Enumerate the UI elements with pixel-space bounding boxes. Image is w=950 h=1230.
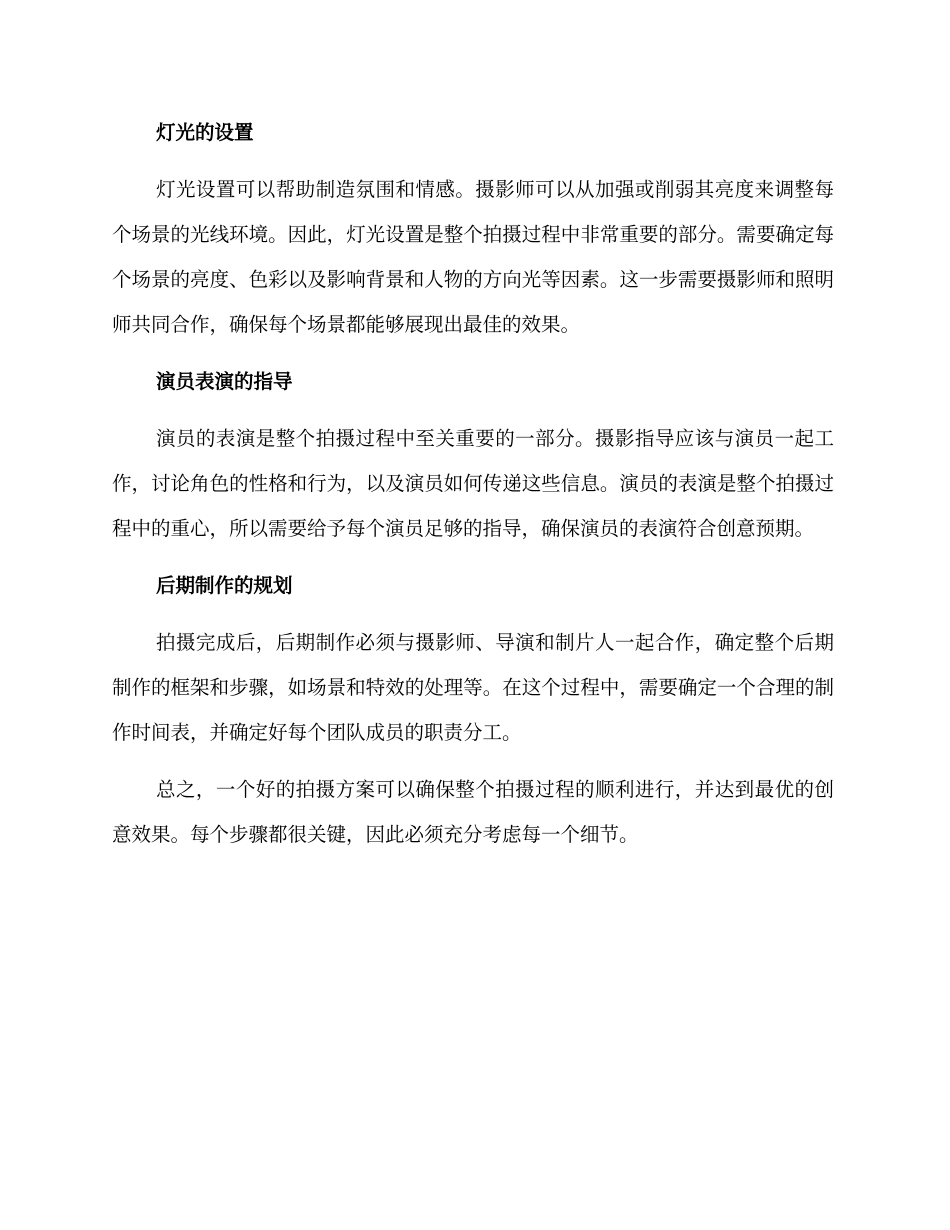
section-heading-acting: 演员表演的指导 — [156, 370, 293, 393]
section-heading-lighting: 灯光的设置 — [156, 121, 254, 144]
conclusion-paragraph: 总之，一个好的拍摄方案可以确保整个拍摄过程的顺利进行，并达到最优的创意效果。每个步骤都很关键，因此必须充分考虑每一个细节。 — [112, 778, 834, 846]
section-paragraph-acting: 演员的表演是整个拍摄过程中至关重要的一部分。摄影指导应该与演员一起工作，讨论角色的性格和行为，以及演员如何传递这些信息。演员的表演是整个拍摄过程中的重心，所以需要给予每个演员足够的指导，确保演员的表演符合创意预期。 — [112, 427, 834, 540]
spacer — [112, 755, 834, 767]
document-page — [112, 110, 834, 857]
section-paragraph-postproduction: 拍摄完成后，后期制作必须与摄影师、导演和制片人一起合作，确定整个后期制作的框架和步骤，如场景和特效的处理等。在这个过程中，需要确定一个合理的制作时间表，并确定好每个团队成员的职责分工。 — [112, 631, 834, 744]
spacer — [112, 551, 834, 563]
section-heading-postproduction: 后期制作的规划 — [156, 574, 293, 597]
spacer — [112, 155, 834, 167]
spacer — [112, 404, 834, 416]
section-paragraph-lighting: 灯光设置可以帮助制造氛围和情感。摄影师可以从加强或削弱其亮度来调整每个场景的光线环境。因此，灯光设置是整个拍摄过程中非常重要的部分。需要确定每个场景的亮度、色彩以及影响背景和人物的方向光等因素。这一步需要摄影师和照明师共同合作，确保每个场景都能够展现出最佳的效果。 — [112, 178, 834, 336]
spacer — [112, 347, 834, 359]
spacer — [112, 608, 834, 620]
